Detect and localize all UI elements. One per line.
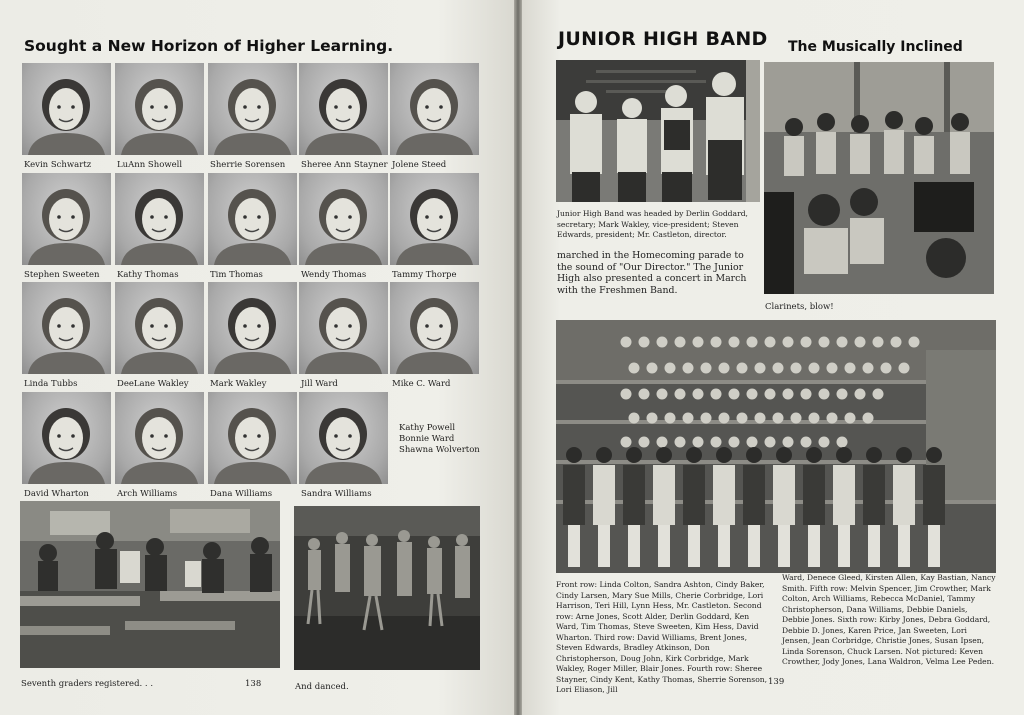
student-portrait xyxy=(299,282,388,374)
left-heading: Sought a New Horizon of Higher Learning. xyxy=(24,37,394,55)
book-gutter xyxy=(514,0,522,715)
student-name: David Wharton xyxy=(24,489,89,499)
dance-photo xyxy=(294,506,480,670)
student-name: Sandra Williams xyxy=(301,489,372,499)
student-name: LuAnn Showell xyxy=(117,160,183,170)
student-portrait xyxy=(22,282,111,374)
student-name: Kathy Thomas xyxy=(117,270,179,280)
student-portrait xyxy=(208,282,297,374)
student-portrait xyxy=(299,63,388,155)
student-name: Sheree Ann Stayner xyxy=(301,160,388,170)
not-pictured-name: Kathy Powell xyxy=(399,423,456,433)
band-subtitle: The Musically Inclined xyxy=(788,39,963,55)
right-page xyxy=(520,0,1024,715)
student-portrait xyxy=(115,63,204,155)
dance-caption: And danced. xyxy=(295,682,349,692)
student-portrait xyxy=(390,63,479,155)
student-name: Wendy Thomas xyxy=(301,270,367,280)
story-text: marched in the Homecoming parade to the sound of "Our Director." The Junior High also presented a concert in March with the Freshmen Band. xyxy=(557,250,747,296)
student-portrait xyxy=(208,63,297,155)
registration-photo xyxy=(20,501,280,668)
student-name: Stephen Sweeten xyxy=(24,270,100,280)
student-name: Tammy Thorpe xyxy=(392,270,457,280)
clarinets-photo xyxy=(764,62,994,294)
student-portrait xyxy=(208,173,297,265)
clarinets-caption: Clarinets, blow! xyxy=(765,302,834,312)
student-portrait xyxy=(208,392,297,484)
band-title: JUNIOR HIGH BAND xyxy=(558,28,768,50)
student-portrait xyxy=(22,392,111,484)
student-portrait xyxy=(115,392,204,484)
student-portrait xyxy=(115,173,204,265)
student-name: Mike C. Ward xyxy=(392,379,451,389)
student-portrait xyxy=(390,173,479,265)
student-portrait xyxy=(299,173,388,265)
group-caption-column-1: Front row: Linda Colton, Sandra Ashton, Cindy Baker, Cindy Larsen, Mary Sue Mills, Cherie Corbridge, Lori Harrison, Teri Hill, Lynn Hess, Mr. Castleton. Second row: Arne Jones, Scott Alder, Derlin Goddard, Ken Ward, Tim Thomas, Steve Sweeten, Kim Hess, David Wharton. Third row: David Williams, Brent Jones, Steven Edwards, Bradley Atkinson, Don Christopherson, Doug John, Kirk Corbridge, Mark Wakley, Roger Miller, Blair Jones. Fourth row: Sheree Stayner, Cindy Kent, Kathy Thomas, Sherrie Sorenson, Lori Eliason, Jill xyxy=(556,580,768,694)
student-name: Sherrie Sorensen xyxy=(210,160,286,170)
student-name: Dana Williams xyxy=(210,489,273,499)
left-page-number: 138 xyxy=(245,679,262,689)
student-name: Jill Ward xyxy=(301,379,338,389)
officers-caption: Junior High Band was headed by Derlin Goddard, secretary; Mark Wakley, vice-president; Steven Edwards, president; Mr. Castleton, director. xyxy=(557,209,748,239)
student-name: Tim Thomas xyxy=(210,270,263,280)
not-pictured-list xyxy=(399,423,480,456)
student-name: Arch Williams xyxy=(117,489,178,499)
group-caption-column-2: Ward, Denece Gleed, Kirsten Allen, Kay Bastian, Nancy Smith. Fifth row: Melvin Spencer, Jim Crowther, Mark Colton, Arch Williams, Rebecca McDaniel, Tammy Christopherson, Dana Williams, Debbie Daniels, Debbie Jones. Sixth row: Kirby Jones, Debra Goddard, Debbie D. Jones, Karen Price, Jan Sweeten, Lori Jensen, Jean Corbridge, Christie Jones, Susan Ipsen, Linda Sorenson, Chuck Larsen. Not pictured: Keven Crowther, Jody Jones, Lana Waldron, Velma Lee Peden. xyxy=(782,573,996,666)
student-portrait xyxy=(299,392,388,484)
student-portrait xyxy=(115,282,204,374)
officers-photo xyxy=(556,60,760,202)
not-pictured-name: Shawna Wolverton xyxy=(399,445,480,455)
student-portrait xyxy=(22,173,111,265)
student-portrait xyxy=(390,282,479,374)
student-name: DeeLane Wakley xyxy=(117,379,189,389)
not-pictured-name: Bonnie Ward xyxy=(399,434,455,444)
student-name: Kevin Schwartz xyxy=(24,160,92,170)
student-name: Linda Tubbs xyxy=(24,379,78,389)
right-page-number: 139 xyxy=(768,677,785,687)
student-portrait xyxy=(22,63,111,155)
student-name: Mark Wakley xyxy=(210,379,267,389)
registration-caption: Seventh graders registered. . . xyxy=(21,679,154,689)
band-group-photo xyxy=(556,320,996,573)
student-name: Jolene Steed xyxy=(392,160,447,170)
